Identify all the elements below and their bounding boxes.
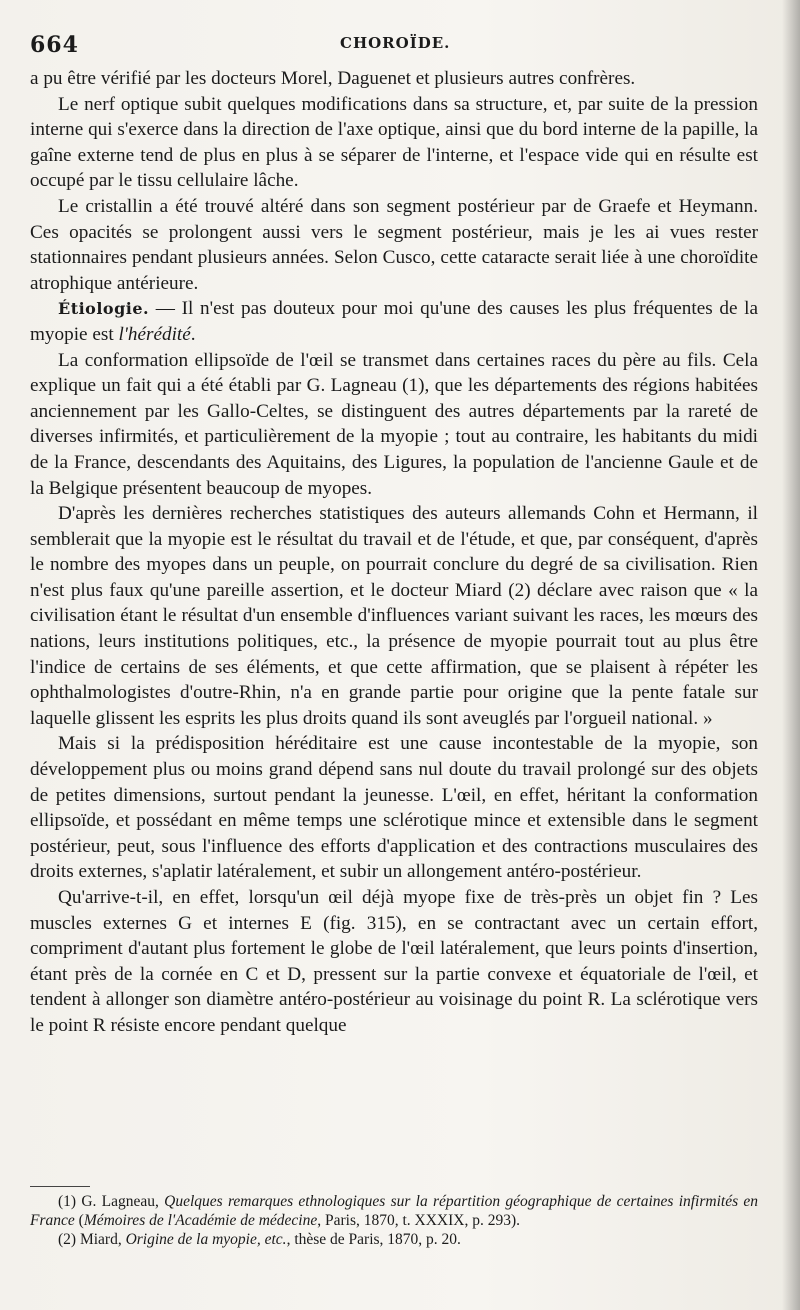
page-number: 664 bbox=[30, 32, 79, 58]
footnote bbox=[30, 1192, 758, 1230]
page-header bbox=[30, 30, 760, 58]
footnotes bbox=[30, 1192, 758, 1249]
page-binding-shadow bbox=[782, 0, 800, 1310]
paragraph: Le nerf optique subit quelques modifications dans sa structure, et, par suite de la pression interne qui s'exerce dans la direction de l'axe optique, ainsi que du bord interne de la papille, la gaîne externe tend de plus en plus à se séparer de l'interne, et l'espace vide qui en résulte est occupé par le tissu cellulaire lâche. bbox=[30, 93, 758, 192]
footnote-title: Origine de la myopie, etc. bbox=[125, 1231, 287, 1248]
footnote-divider bbox=[30, 1186, 90, 1187]
paragraph: Le cristallin a été trouvé altéré dans son segment postérieur par de Graefe et Heymann. Ces opacités se prolongent aussi vers le segment postérieur, mais je les ai vues rester stationnaires pendant plusieurs années. Selon Cusco, cette cataracte serait liée à une choroïdite atrophique antérieure. bbox=[30, 195, 758, 294]
paragraph: Mais si la prédisposition héréditaire est une cause incontestable de la myopie, son développement plus ou moins grand dépend sans nul doute du travail prolongé sur des objets de petites dimensions, surtout pendant la jeunesse. L'œil, en effet, héritant la conformation ellipsoïde, et possédant en même temps une sclérotique mince et extensible dans le segment postérieur, peut, sous l'influence des efforts d'application et des contractions musculaires des droits externes, s'aplatir latéralement, et subir un allongement antéro-postérieur. bbox=[30, 733, 758, 883]
footnote-text: , thèse de Paris, 1870, p. 20. bbox=[286, 1231, 461, 1248]
etiology-paragraph bbox=[30, 296, 758, 347]
body-text bbox=[30, 66, 758, 1039]
footnote-source: Mémoires de l'Académie de médecine bbox=[83, 1212, 318, 1229]
emphasis-text: l'hérédité bbox=[118, 323, 191, 345]
paragraph: La conformation ellipsoïde de l'œil se transmet dans certaines races du père au fils. Cela explique un fait qui a été établi par G. Lagneau (1), que les départements des régions habitées anciennement par les Gallo-Celtes, se distinguent des autres départements par la rareté de diverses infirmités, et particulièrement de la myopie ; tout au contraire, les habitants du midi de la France, descendants des Aquitains, des Ligures, la population de l'ancienne Gaule et de la Belgique présentent beaucoup de myopes. bbox=[30, 349, 758, 499]
footnote-title: Quelques remarques ethnologiques sur la répartition géographique de certaines infirmités en France bbox=[30, 1193, 758, 1229]
paragraph-tail: . bbox=[190, 323, 196, 345]
section-heading: Étiologie. bbox=[58, 299, 150, 319]
footnote-ref: (2) Miard, bbox=[58, 1231, 126, 1248]
paragraph: D'après les dernières recherches statistiques des auteurs allemands Cohn et Hermann, il semblerait que la myopie est le résultat du travail et de l'étude, et que, par conséquent, d'après le nombre des myopes dans un peuple, on pourrait conclure du degré de sa civilisation. Rien n'est plus faux qu'une pareille assertion, et le docteur Miard (2) déclare avec raison que « la civilisation étant le résultat d'un ensemble d'influences variant suivant les races, les mœurs des nations, leurs institutions politiques, etc., la présence de myopie pourrait tout au plus être l'indice de certains de ses éléments, et que cette affirmation, que se plaisent à répéter les ophthalmologistes d'outre-Rhin, n'a en grande partie pour origine que la pente fatale sur laquelle glissent les esprits les plus droits quand ils sont aveuglés par l'orgueil national. » bbox=[30, 503, 758, 729]
footnote bbox=[30, 1230, 758, 1249]
paragraph: a pu être vérifié par les docteurs Morel, Daguenet et plusieurs autres confrères. bbox=[30, 68, 636, 89]
paragraph: Qu'arrive-t-il, en effet, lorsqu'un œil déjà myope fixe de très-près un objet fin ? Les muscles externes G et internes E (fig. 315), en se contractant avec un certain effort, compriment d'autant plus fortement le globe de l'œil latéralement, que leurs points d'insertion, étant près de la cornée en C et D, pressent sur la partie convexe et équatoriale de l'œil, et tendent à allonger son diamètre antéro-postérieur au voisinage du point R. La sclérotique vers le point R résiste encore pendant quelque bbox=[30, 887, 758, 1036]
paragraph-text: — Il n'est pas douteux pour moi qu'une des causes les plus fréquentes de la myopie est bbox=[30, 298, 758, 345]
running-title: CHOROÏDE. bbox=[340, 34, 451, 52]
footnote-text: ( bbox=[74, 1212, 84, 1229]
footnote-text: , Paris, 1870, t. XXXIX, p. 293). bbox=[317, 1212, 521, 1229]
footnote-ref: (1) G. Lagneau, bbox=[58, 1193, 165, 1210]
